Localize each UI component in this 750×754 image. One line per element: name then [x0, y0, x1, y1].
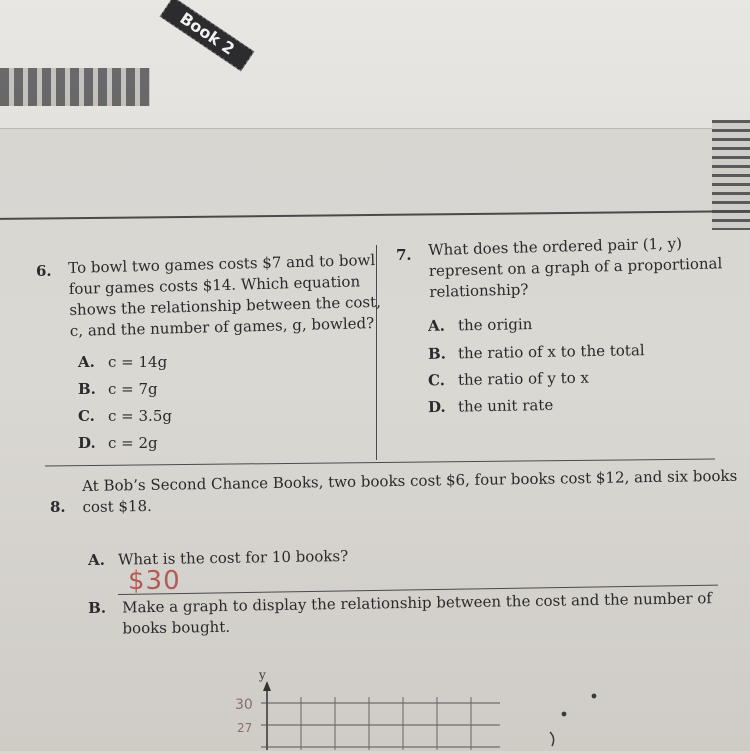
choice-letter: D. — [78, 434, 96, 452]
y-axis-arrow — [263, 681, 271, 691]
choice-text: the ratio of x to the total — [457, 341, 645, 363]
binder-strip — [0, 68, 150, 106]
q8-part-a — [88, 546, 349, 571]
choice-text: c = 7g — [108, 380, 158, 398]
plotted-points — [520, 680, 640, 750]
choice-text: the ratio of y to x — [457, 368, 590, 389]
choice-letter: A. — [78, 353, 95, 371]
q6-line: To bowl two games costs $7 and to bowl — [68, 250, 376, 277]
q7-number: 7. — [396, 246, 412, 264]
q7-line: What does the ordered pair (1, y) — [428, 234, 683, 259]
choice-text: c = 14g — [108, 353, 168, 371]
q7-choice-d — [428, 395, 554, 418]
part-letter: B. — [88, 598, 107, 617]
book-tag: Book 2 — [160, 0, 255, 71]
page-edge — [712, 120, 750, 230]
q6-choice-a — [78, 352, 167, 373]
tick-label: 30 — [235, 697, 253, 713]
part-b-text: Make a graph to display the relationship between the cost and the number of — [122, 589, 713, 617]
q6-choice-c — [78, 406, 172, 427]
q8-number: 8. — [50, 498, 66, 516]
choice-text: the unit rate — [457, 395, 554, 416]
data-point — [562, 712, 567, 717]
q7-text — [428, 232, 723, 303]
q6-text — [68, 250, 382, 342]
y-axis-label: y — [259, 668, 266, 682]
q6-line: shows the relationship between the cost, — [69, 292, 382, 319]
q6-line: four games costs $14. Which equation — [68, 272, 361, 298]
q8-line: At Bob’s Second Chance Books, two books cost $6, four books cost $12, and six books — [82, 466, 738, 495]
data-point — [592, 694, 597, 699]
q6-number: 6. — [36, 262, 52, 280]
q7-choice-c — [428, 368, 589, 392]
choice-letter: B. — [78, 380, 96, 398]
choice-letter: D. — [427, 397, 446, 417]
q7-choice-b — [428, 340, 645, 365]
choice-text: c = 3.5g — [108, 407, 172, 425]
q6-line: c, and the number of games, g, bowled? — [69, 314, 375, 340]
background-surface — [0, 0, 750, 130]
q6-choice-d — [78, 433, 158, 454]
choice-letter: C. — [427, 371, 446, 390]
choice-letter: B. — [427, 344, 447, 363]
choice-text: c = 2g — [108, 434, 158, 452]
part-b-line: books bought. — [122, 617, 231, 638]
choice-letter: C. — [78, 407, 95, 425]
part-a-question: What is the cost for 10 books? — [117, 546, 349, 569]
graph-area — [225, 665, 525, 750]
pencil-mark — [550, 732, 554, 746]
q7-line: relationship? — [429, 280, 529, 301]
choice-text: the origin — [457, 315, 533, 335]
q7-choice-a — [428, 314, 533, 337]
graph-grid — [225, 665, 525, 750]
part-letter: A. — [87, 550, 106, 570]
q8-line: cost $18. — [82, 496, 152, 516]
handwritten-answer: $30 — [128, 566, 181, 596]
tick-label: 27 — [237, 721, 253, 735]
choice-letter: A. — [427, 316, 446, 335]
q7-line: represent on a graph of a proportional — [428, 254, 723, 280]
q6-choice-b — [78, 379, 158, 400]
